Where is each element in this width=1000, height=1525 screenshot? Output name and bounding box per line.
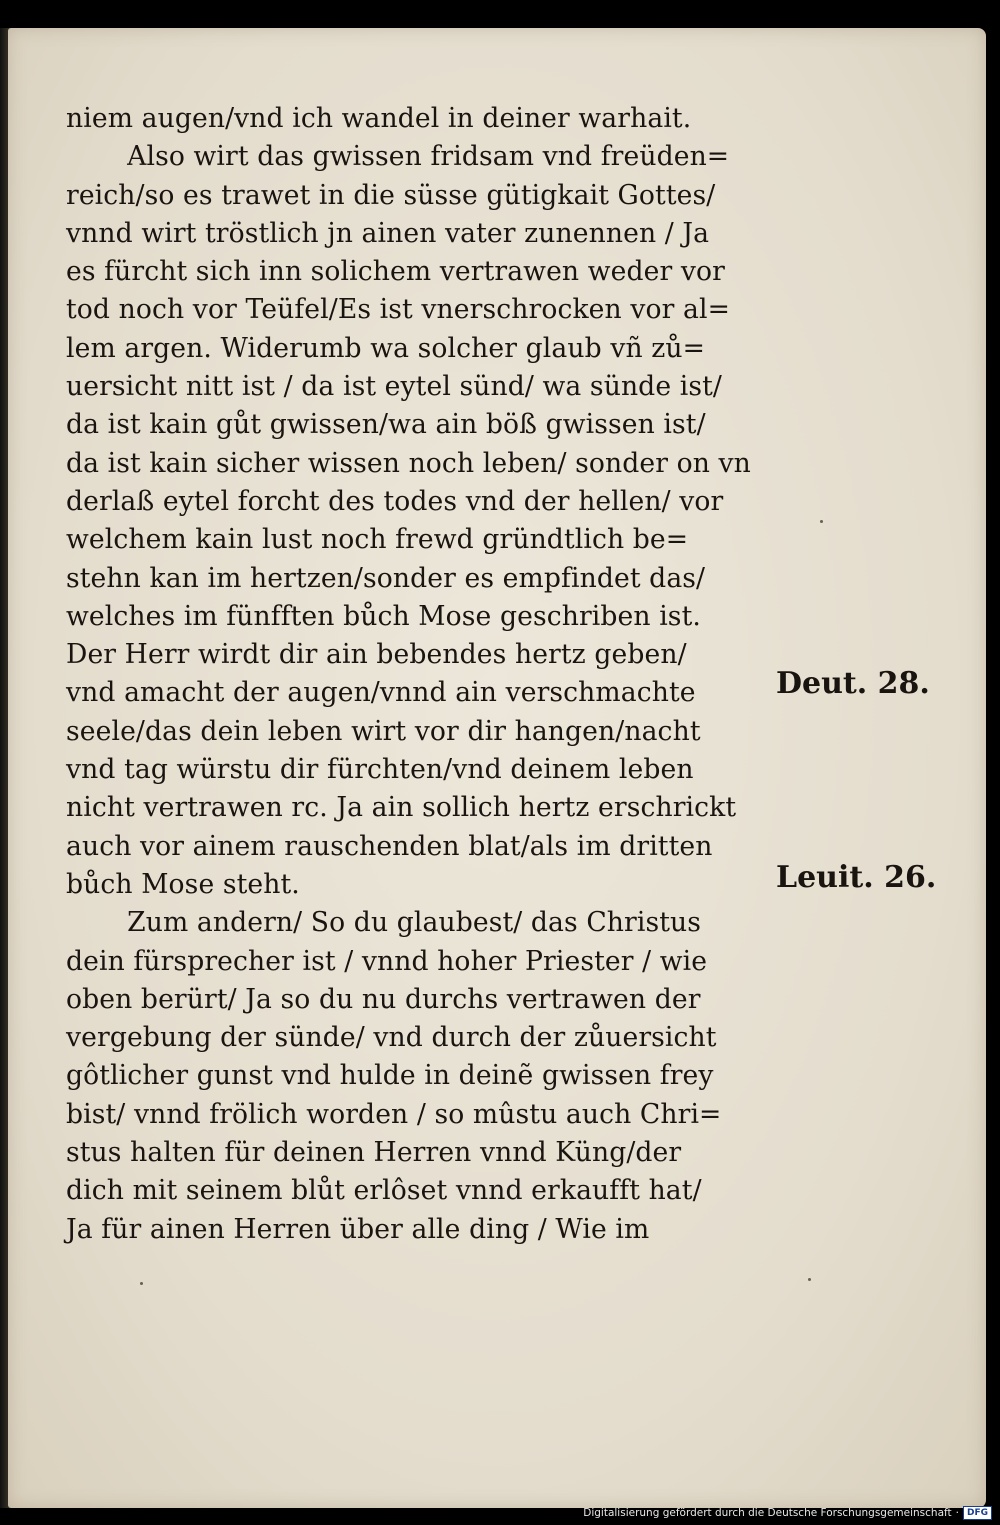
text-line: stehn kan im hertzen/sonder es empfindet das/	[66, 562, 706, 594]
text-line: da ist kain gůt gwissen/wa ain böß gwissen ist/	[66, 409, 706, 441]
body-text	[66, 100, 766, 1249]
text-line: vnd tag würstu dir fürchten/vnd deinem leben	[66, 754, 694, 786]
text-line: oben berürt/ Ja so du nu durchs vertrawen der	[66, 983, 701, 1015]
dfg-logo: DFG	[963, 1506, 992, 1520]
footer-credit	[583, 1506, 992, 1520]
text-line: Der Herr wirdt dir ain bebendes hertz geben/	[66, 639, 687, 671]
text-line: dein fürsprecher ist / vnnd hoher Priester / wie	[66, 945, 708, 977]
text-line: lem argen. Widerumb wa solcher glaub vñ zů=	[66, 332, 706, 364]
text-line: gôtlicher gunst vnd hulde in deinẽ gwissen frey	[66, 1060, 714, 1092]
text-line: es fürcht sich inn solichem vertrawen weder vor	[66, 256, 725, 288]
footer-credit-text: Digitalisierung gefördert durch die Deutsche Forschungsgemeinschaft	[583, 1507, 952, 1519]
text-line: stus halten für deinen Herren vnnd Küng/der	[66, 1137, 682, 1169]
text-line: Zum andern/ So du glaubest/ das Christus	[127, 907, 702, 939]
paper-speck	[140, 1282, 143, 1285]
text-line: da ist kain sicher wissen noch leben/ sonder on vn	[66, 447, 751, 479]
text-line: bůch Mose steht.	[66, 868, 300, 900]
text-line: niem augen/vnd ich wandel in deiner warhait.	[66, 103, 692, 134]
text-line: auch vor ainem rauschenden blat/als im dritten	[66, 830, 713, 862]
text-line: tod noch vor Teüfel/Es ist vnerschrocken vor al=	[66, 294, 730, 326]
text-line: vergebung der sünde/ vnd durch der zůuersicht	[66, 1022, 717, 1054]
text-line: uersicht nitt ist / da ist eytel sünd/ wa sünde ist/	[66, 371, 722, 403]
text-line: welches im fünfften bůch Mose geschriben ist.	[66, 600, 701, 632]
text-line: seele/das dein leben wirt vor dir hangen/nacht	[66, 715, 701, 747]
text-line: derlaß eytel forcht des todes vnd der hellen/ vor	[66, 485, 724, 517]
text-line: reich/so es trawet in die süsse gütigkait Gottes/	[66, 179, 716, 211]
paper-speck	[808, 1278, 811, 1281]
margin-note-deut: Deut. 28.	[776, 666, 930, 701]
paper-speck	[820, 520, 823, 523]
text-line: Also wirt das gwissen fridsam vnd freüden=	[127, 141, 730, 173]
text-line: bist/ vnnd frölich worden / so mûstu auch Chri=	[66, 1098, 722, 1130]
footer-separator: ·	[955, 1507, 959, 1519]
text-line: vnd amacht der augen/vnnd ain verschmachte	[66, 677, 696, 709]
text-line: vnnd wirt tröstlich jn ainen vater zunennen / Ja	[66, 217, 710, 249]
text-line: Ja für ainen Herren über alle ding / Wie im	[66, 1213, 650, 1245]
margin-note-leuit: Leuit. 26.	[776, 860, 937, 895]
text-line: welchem kain lust noch frewd gründtlich be=	[66, 524, 689, 556]
text-line: dich mit seinem blůt erlôset vnnd erkaufft hat/	[66, 1175, 702, 1207]
text-line: nicht vertrawen rc. Ja ain sollich hertz erschrickt	[66, 792, 737, 824]
